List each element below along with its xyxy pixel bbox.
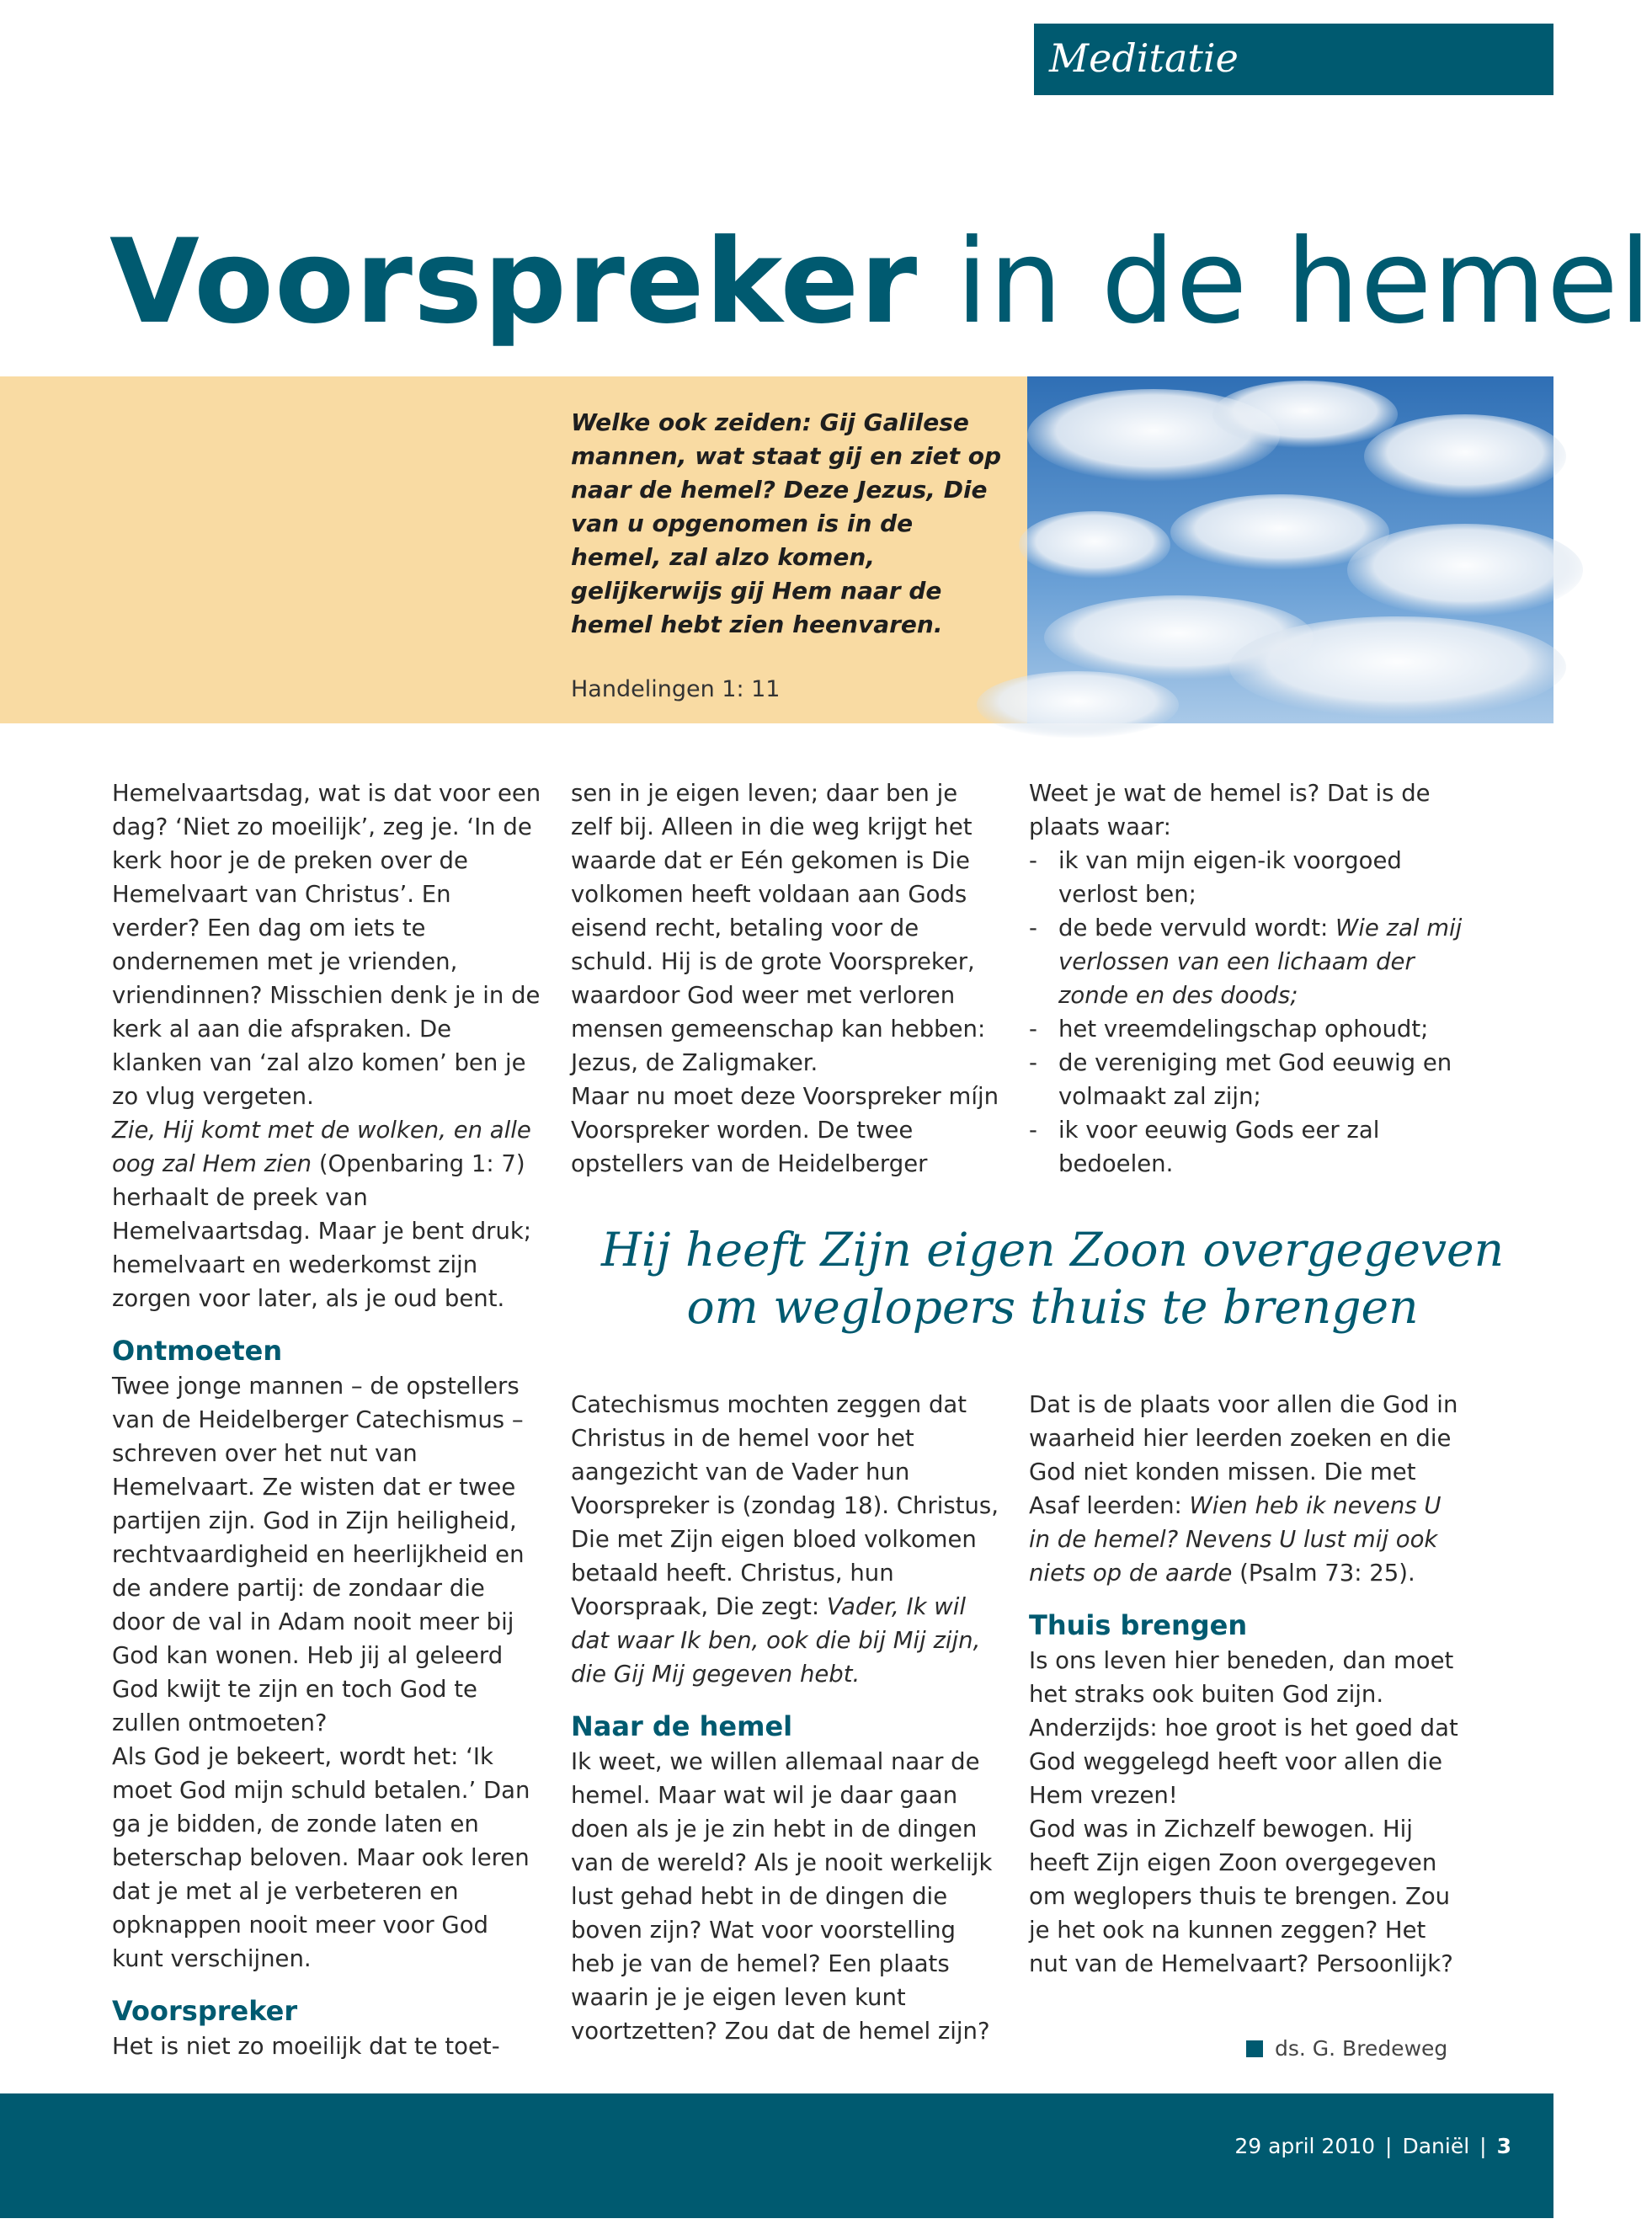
footer-magazine: Daniël [1402,2134,1470,2158]
italic-quote: Zie, Hij komt met de wolken, en alle oog zal Hem zien [112,1117,531,1177]
paragraph: Als God je bekeert, wordt het: ‘Ik moet God mijn schuld betalen.’ Dan ga je bidden, de zonde laten en beterschap beloven. Maar ook leren dat je met al je verbeteren en opknappen nooit meer voor God kunt verschijnen. [112,1743,530,1972]
pull-quote-line-1: Hij heeft Zijn eigen Zoon overgegeven [600,1223,1505,1277]
subheading-naar-de-hemel: Naar de hemel [571,1710,793,1742]
list-item: - de vereniging met God eeuwig en volmaakt zal zijn; [1029,1049,1452,1110]
column-2-top [571,776,1000,1181]
square-bullet-icon [1246,2040,1263,2057]
paragraph: sen in je eigen leven; daar ben je zelf bij. Alleen in die weg krijgt het waarde dat er Eén gekomen is Die volkomen heeft voldaan aan Gods eisend recht, betaling voor de schuld. Hij is de grote Voorspreker, waardoor God weer met verloren mensen gemeenschap kan hebben: Jezus, de Zaligmaker. [571,780,986,1076]
page-number: 3 [1496,2134,1511,2158]
paragraph: Is ons leven hier beneden, dan moet het straks ook buiten God zijn. Anderzijds: hoe groot is het goed dat God weggelegd heeft voor allen die Hem vrezen! [1029,1647,1458,1809]
title-bold: Voorspreker [109,214,919,349]
subheading-thuis-brengen: Thuis brengen [1029,1609,1248,1641]
list-item: - het vreemdelingschap ophoudt; [1029,1016,1429,1043]
author-signature: ds. G. Bredeweg [1246,2036,1440,2061]
paragraph: Ik weet, we willen allemaal naar de hemel. Maar wat wil je daar gaan doen als je je zin hebt in de dingen van de wereld? Als je nooit werkelijk lust gehad hebt in de dingen die boven zijn? Wat voor voorstelling heb je van de hemel? Een plaats waarin je je eigen leven kunt voortzetten? Zou dat de hemel zijn? [571,1748,993,2045]
paragraph: God was in Zichzelf bewogen. Hij heeft Zijn eigen Zoon overgegeven om weglopers thuis te brengen. Zou je het ook na kunnen zeggen? Het nut van de Hemelvaart? Persoonlijk? [1029,1816,1453,1977]
paragraph: Zie, Hij komt met de wolken, en alle oog zal Hem zien (Openbaring 1: 7) herhaalt de preek van Hemelvaartsdag. Maar je bent druk; hemelvaart en wederkomst zijn zorgen voor later, als je oud bent. [112,1117,532,1312]
column-3-bottom [1029,1388,1467,1981]
paragraph: Het is niet zo moeilijk dat te toet- [112,2033,500,2060]
bible-reference: Handelingen 1: 11 [571,676,781,702]
list-item: - de bede vervuld wordt: Wie zal mij verlossen van een lichaam der zonde en des doods; [1029,915,1463,1009]
subheading-ontmoeten: Ontmoeten [112,1335,283,1367]
footer-info: 29 april 2010 | Daniël | 3 [1234,2134,1511,2158]
section-label: Meditatie [1049,35,1239,81]
paragraph: Dat is de plaats voor allen die God in waarheid hier leerden zoeken en die God niet konden missen. Die met Asaf leerden: Wien heb ik nevens U in de hemel? Nevens U lust mij ook niets op de aarde (Psalm 73: 25). [1029,1391,1458,1587]
footer-bar [0,2093,1553,2218]
paragraph: Twee jonge mannen – de opstellers van de Heidelberger Catechismus – schreven over het nut van Hemelvaart. Ze wisten dat er twee partijen zijn. God in Zijn heiligheid, rechtvaardigheid en heerlijkheid en de andere partij: de zondaar die door de val in Adam nooit meer bij God kan wonen. Heb jij al geleerd God kwijt te zijn en toch God te zullen ontmoeten? [112,1373,525,1736]
list-item: - ik van mijn eigen-ik voorgoed verlost ben; [1029,847,1402,908]
section-tab [1034,24,1553,95]
paragraph: Hemelvaartsdag, wat is dat voor een dag? ‘Niet zo moeilijk’, zeg je. ‘In de kerk hoor je de preken over de Hemelvaart van Christus’. En verder? Een dag om iets te ondernemen met je vrienden, vriendinnen? Misschien denk je in de kerk al aan die afspraken. De klanken van ‘zal alzo komen’ ben je zo vlug vergeten. [112,780,541,1110]
pull-quote-line-2: om weglopers thuis te brengen [686,1280,1419,1334]
bible-quote: Welke ook zeiden: Gij Galilese mannen, wat staat gij en ziet op naar de hemel? Deze Jezus, Die van u opgenomen is in de hemel, zal alzo komen, gelijkerwijs gij Hem naar de hemel hebt zien heenvaren. [571,408,1002,638]
column-2-bottom [571,1388,1000,2048]
paragraph: Weet je wat de hemel is? Dat is de plaats waar: [1029,780,1431,840]
heaven-list [1029,844,1467,1181]
pull-quote [556,1221,1549,1336]
subheading-voorspreker: Voorspreker [112,1995,298,2027]
column-1 [112,776,541,2063]
page-title [109,211,1652,354]
column-3-top [1029,776,1467,1181]
footer-date: 29 april 2010 [1234,2134,1376,2158]
title-rest: in de hemel [918,214,1652,349]
paragraph: Catechismus mochten zeggen dat Christus in de hemel voor het aangezicht van de Vader hun Voorspreker is (zondag 18). Christus, Die met Zijn eigen bloed volkomen betaald heeft. Christus, hun Voorspraak, Die zegt: Vader, Ik wil dat waar Ik ben, ook die bij Mij zijn, die Gij Mij gegeven hebt. [571,1391,999,1688]
paragraph: Maar nu moet deze Voorspreker míjn Voorspreker worden. De twee opstellers van de Heidelberger [571,1083,999,1177]
list-item: - ik voor eeuwig Gods eer zal bedoelen. [1029,1117,1380,1177]
sky-photo [1027,376,1553,723]
